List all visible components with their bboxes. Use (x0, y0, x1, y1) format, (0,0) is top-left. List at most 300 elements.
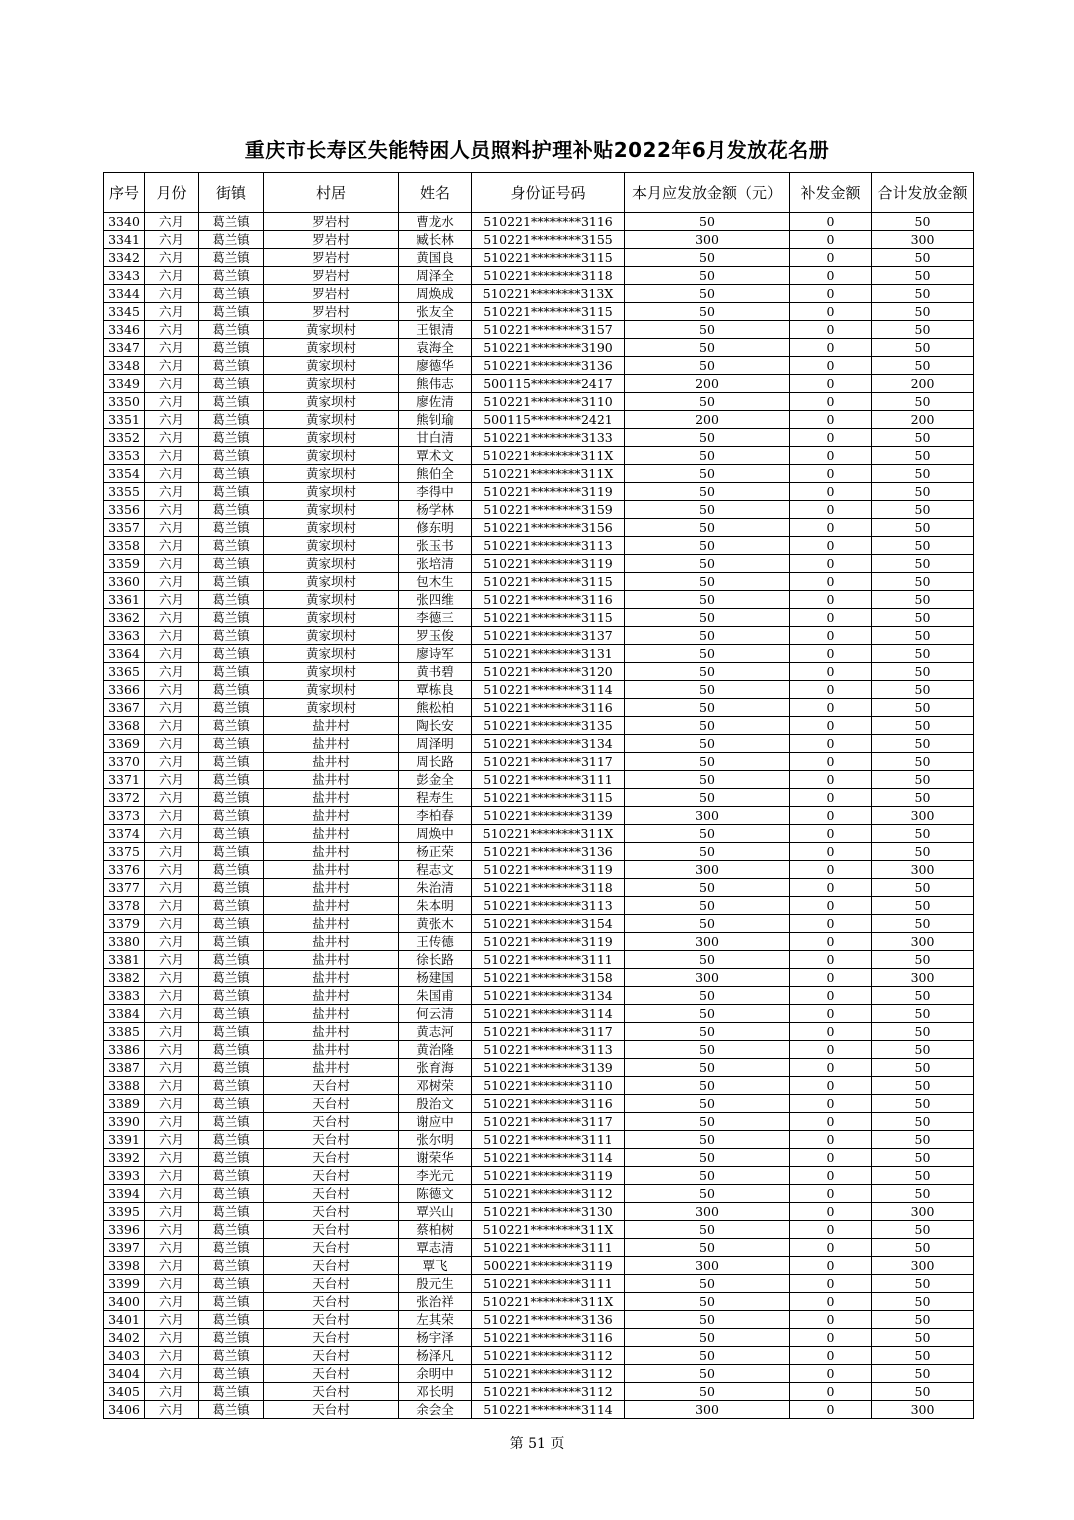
cell-town: 葛兰镇 (199, 591, 264, 609)
cell-village: 天台村 (264, 1095, 399, 1113)
cell-current-amount: 300 (625, 861, 790, 879)
header-town: 街镇 (199, 173, 264, 213)
header-row (104, 173, 974, 213)
cell-total-amount: 50 (872, 555, 974, 573)
cell-id-number: 510221********3130 (472, 1203, 625, 1221)
cell-id-number: 510221********311X (472, 1293, 625, 1311)
table-row (104, 555, 974, 573)
cell-town: 葛兰镇 (199, 1041, 264, 1059)
cell-supplement-amount: 0 (790, 681, 872, 699)
cell-seq: 3364 (104, 645, 145, 663)
cell-village: 黄家坝村 (264, 375, 399, 393)
cell-id-number: 510221********3115 (472, 609, 625, 627)
cell-total-amount: 50 (872, 951, 974, 969)
table-row (104, 537, 974, 555)
cell-seq: 3375 (104, 843, 145, 861)
cell-total-amount: 50 (872, 1059, 974, 1077)
cell-id-number: 510221********3119 (472, 933, 625, 951)
cell-month: 六月 (145, 231, 199, 249)
table-row (104, 1167, 974, 1185)
cell-current-amount: 50 (625, 1131, 790, 1149)
cell-id-number: 510221********3134 (472, 987, 625, 1005)
cell-month: 六月 (145, 339, 199, 357)
cell-id-number: 510221********3111 (472, 771, 625, 789)
cell-total-amount: 50 (872, 357, 974, 375)
cell-supplement-amount: 0 (790, 1257, 872, 1275)
cell-total-amount: 50 (872, 645, 974, 663)
cell-current-amount: 50 (625, 1275, 790, 1293)
table-row (104, 411, 974, 429)
cell-village: 盐井村 (264, 933, 399, 951)
cell-current-amount: 50 (625, 645, 790, 663)
cell-total-amount: 300 (872, 807, 974, 825)
cell-seq: 3388 (104, 1077, 145, 1095)
cell-id-number: 510221********3112 (472, 1365, 625, 1383)
cell-month: 六月 (145, 1077, 199, 1095)
table-row (104, 321, 974, 339)
cell-village: 盐井村 (264, 735, 399, 753)
cell-village: 黄家坝村 (264, 447, 399, 465)
cell-seq: 3348 (104, 357, 145, 375)
cell-supplement-amount: 0 (790, 375, 872, 393)
cell-supplement-amount: 0 (790, 429, 872, 447)
cell-id-number: 510221********3116 (472, 213, 625, 231)
cell-month: 六月 (145, 969, 199, 987)
cell-current-amount: 50 (625, 1239, 790, 1257)
cell-village: 黄家坝村 (264, 429, 399, 447)
cell-id-number: 510221********3120 (472, 663, 625, 681)
cell-month: 六月 (145, 1041, 199, 1059)
cell-total-amount: 300 (872, 861, 974, 879)
cell-total-amount: 50 (872, 789, 974, 807)
cell-village: 天台村 (264, 1167, 399, 1185)
cell-current-amount: 300 (625, 231, 790, 249)
table-row (104, 915, 974, 933)
cell-id-number: 510221********3116 (472, 1095, 625, 1113)
cell-name: 李光元 (399, 1167, 472, 1185)
cell-supplement-amount: 0 (790, 1113, 872, 1131)
cell-name: 李得中 (399, 483, 472, 501)
cell-total-amount: 50 (872, 897, 974, 915)
cell-town: 葛兰镇 (199, 1365, 264, 1383)
cell-month: 六月 (145, 483, 199, 501)
table-row (104, 339, 974, 357)
cell-total-amount: 50 (872, 1311, 974, 1329)
cell-current-amount: 50 (625, 897, 790, 915)
table-row (104, 1131, 974, 1149)
cell-total-amount: 50 (872, 1149, 974, 1167)
cell-seq: 3365 (104, 663, 145, 681)
cell-supplement-amount: 0 (790, 645, 872, 663)
cell-supplement-amount: 0 (790, 1005, 872, 1023)
cell-supplement-amount: 0 (790, 609, 872, 627)
cell-name: 张四维 (399, 591, 472, 609)
cell-current-amount: 50 (625, 753, 790, 771)
table-row (104, 1257, 974, 1275)
cell-name: 殷治文 (399, 1095, 472, 1113)
cell-total-amount: 50 (872, 1185, 974, 1203)
cell-id-number: 510221********3117 (472, 1023, 625, 1041)
cell-supplement-amount: 0 (790, 753, 872, 771)
cell-supplement-amount: 0 (790, 285, 872, 303)
cell-supplement-amount: 0 (790, 249, 872, 267)
table-row (104, 609, 974, 627)
cell-name: 杨泽凡 (399, 1347, 472, 1365)
table-row (104, 897, 974, 915)
cell-village: 黄家坝村 (264, 537, 399, 555)
cell-supplement-amount: 0 (790, 717, 872, 735)
cell-current-amount: 50 (625, 483, 790, 501)
cell-seq: 3396 (104, 1221, 145, 1239)
cell-name: 罗玉俊 (399, 627, 472, 645)
cell-town: 葛兰镇 (199, 627, 264, 645)
table-row (104, 645, 974, 663)
cell-town: 葛兰镇 (199, 717, 264, 735)
cell-name: 黄志河 (399, 1023, 472, 1041)
cell-seq: 3372 (104, 789, 145, 807)
cell-total-amount: 300 (872, 933, 974, 951)
cell-supplement-amount: 0 (790, 987, 872, 1005)
cell-month: 六月 (145, 393, 199, 411)
cell-id-number: 510221********3114 (472, 1005, 625, 1023)
cell-town: 葛兰镇 (199, 465, 264, 483)
cell-supplement-amount: 0 (790, 1149, 872, 1167)
cell-total-amount: 50 (872, 573, 974, 591)
cell-supplement-amount: 0 (790, 1023, 872, 1041)
cell-current-amount: 50 (625, 573, 790, 591)
cell-village: 黄家坝村 (264, 483, 399, 501)
table-row (104, 933, 974, 951)
cell-current-amount: 50 (625, 735, 790, 753)
cell-current-amount: 50 (625, 429, 790, 447)
cell-id-number: 510221********3111 (472, 1275, 625, 1293)
cell-id-number: 510221********3115 (472, 789, 625, 807)
cell-town: 葛兰镇 (199, 1239, 264, 1257)
cell-month: 六月 (145, 1131, 199, 1149)
cell-current-amount: 50 (625, 501, 790, 519)
cell-month: 六月 (145, 357, 199, 375)
cell-supplement-amount: 0 (790, 267, 872, 285)
cell-current-amount: 50 (625, 321, 790, 339)
cell-seq: 3341 (104, 231, 145, 249)
cell-month: 六月 (145, 861, 199, 879)
cell-town: 葛兰镇 (199, 1023, 264, 1041)
cell-town: 葛兰镇 (199, 393, 264, 411)
cell-current-amount: 50 (625, 771, 790, 789)
cell-village: 罗岩村 (264, 231, 399, 249)
cell-supplement-amount: 0 (790, 393, 872, 411)
cell-supplement-amount: 0 (790, 789, 872, 807)
cell-total-amount: 50 (872, 1077, 974, 1095)
cell-village: 天台村 (264, 1131, 399, 1149)
table-row (104, 1185, 974, 1203)
cell-name: 朱治清 (399, 879, 472, 897)
cell-seq: 3362 (104, 609, 145, 627)
cell-village: 盐井村 (264, 753, 399, 771)
cell-month: 六月 (145, 1257, 199, 1275)
cell-total-amount: 50 (872, 1347, 974, 1365)
table-row (104, 1077, 974, 1095)
cell-name: 陈德文 (399, 1185, 472, 1203)
cell-name: 周泽全 (399, 267, 472, 285)
cell-total-amount: 50 (872, 699, 974, 717)
cell-month: 六月 (145, 1311, 199, 1329)
cell-name: 程寿生 (399, 789, 472, 807)
cell-town: 葛兰镇 (199, 555, 264, 573)
cell-town: 葛兰镇 (199, 699, 264, 717)
cell-supplement-amount: 0 (790, 771, 872, 789)
cell-name: 曹龙水 (399, 213, 472, 231)
cell-seq: 3397 (104, 1239, 145, 1257)
cell-name: 黄国良 (399, 249, 472, 267)
cell-seq: 3385 (104, 1023, 145, 1041)
cell-total-amount: 50 (872, 591, 974, 609)
table-row (104, 969, 974, 987)
cell-name: 余明中 (399, 1365, 472, 1383)
cell-total-amount: 50 (872, 213, 974, 231)
cell-village: 罗岩村 (264, 267, 399, 285)
table-row (104, 393, 974, 411)
cell-name: 邓树荣 (399, 1077, 472, 1095)
cell-month: 六月 (145, 1275, 199, 1293)
cell-total-amount: 200 (872, 411, 974, 429)
cell-supplement-amount: 0 (790, 591, 872, 609)
cell-village: 黄家坝村 (264, 411, 399, 429)
cell-supplement-amount: 0 (790, 1203, 872, 1221)
cell-name: 张玉书 (399, 537, 472, 555)
cell-name: 陶长安 (399, 717, 472, 735)
cell-village: 黄家坝村 (264, 519, 399, 537)
cell-total-amount: 50 (872, 825, 974, 843)
cell-name: 彭金全 (399, 771, 472, 789)
cell-current-amount: 50 (625, 1221, 790, 1239)
cell-name: 周泽明 (399, 735, 472, 753)
table-row (104, 1311, 974, 1329)
cell-id-number: 510221********3156 (472, 519, 625, 537)
cell-village: 天台村 (264, 1221, 399, 1239)
cell-seq: 3351 (104, 411, 145, 429)
cell-total-amount: 50 (872, 501, 974, 519)
cell-village: 黄家坝村 (264, 339, 399, 357)
cell-seq: 3358 (104, 537, 145, 555)
cell-total-amount: 50 (872, 609, 974, 627)
cell-village: 黄家坝村 (264, 555, 399, 573)
cell-seq: 3401 (104, 1311, 145, 1329)
cell-current-amount: 50 (625, 951, 790, 969)
cell-month: 六月 (145, 843, 199, 861)
cell-month: 六月 (145, 1149, 199, 1167)
cell-seq: 3363 (104, 627, 145, 645)
cell-total-amount: 50 (872, 663, 974, 681)
page-title: 重庆市长寿区失能特困人员照料护理补贴2022年6月发放花名册 (244, 138, 830, 162)
cell-village: 天台村 (264, 1149, 399, 1167)
header-id-number: 身份证号码 (472, 173, 625, 213)
cell-village: 天台村 (264, 1203, 399, 1221)
table-row (104, 573, 974, 591)
cell-town: 葛兰镇 (199, 321, 264, 339)
cell-month: 六月 (145, 915, 199, 933)
cell-current-amount: 50 (625, 843, 790, 861)
cell-village: 盐井村 (264, 861, 399, 879)
cell-id-number: 510221********3110 (472, 1077, 625, 1095)
cell-town: 葛兰镇 (199, 213, 264, 231)
cell-supplement-amount: 0 (790, 339, 872, 357)
table-row (104, 249, 974, 267)
cell-supplement-amount: 0 (790, 303, 872, 321)
cell-town: 葛兰镇 (199, 1131, 264, 1149)
table-row (104, 1329, 974, 1347)
cell-seq: 3395 (104, 1203, 145, 1221)
cell-town: 葛兰镇 (199, 1095, 264, 1113)
cell-current-amount: 300 (625, 1257, 790, 1275)
cell-id-number: 510221********3113 (472, 1041, 625, 1059)
cell-current-amount: 50 (625, 879, 790, 897)
cell-supplement-amount: 0 (790, 1293, 872, 1311)
cell-total-amount: 50 (872, 843, 974, 861)
cell-id-number: 510221********3119 (472, 483, 625, 501)
cell-seq: 3369 (104, 735, 145, 753)
cell-supplement-amount: 0 (790, 1221, 872, 1239)
cell-total-amount: 50 (872, 1365, 974, 1383)
cell-supplement-amount: 0 (790, 627, 872, 645)
cell-name: 廖诗军 (399, 645, 472, 663)
cell-town: 葛兰镇 (199, 969, 264, 987)
table-row (104, 285, 974, 303)
cell-id-number: 500221********3119 (472, 1257, 625, 1275)
cell-town: 葛兰镇 (199, 753, 264, 771)
cell-seq: 3360 (104, 573, 145, 591)
table-row (104, 825, 974, 843)
cell-name: 王银清 (399, 321, 472, 339)
cell-supplement-amount: 0 (790, 465, 872, 483)
cell-seq: 3400 (104, 1293, 145, 1311)
cell-name: 余会全 (399, 1401, 472, 1419)
cell-current-amount: 50 (625, 789, 790, 807)
cell-name: 杨学林 (399, 501, 472, 519)
cell-town: 葛兰镇 (199, 249, 264, 267)
cell-total-amount: 50 (872, 249, 974, 267)
cell-supplement-amount: 0 (790, 447, 872, 465)
table-row (104, 465, 974, 483)
cell-supplement-amount: 0 (790, 1041, 872, 1059)
cell-id-number: 510221********3112 (472, 1185, 625, 1203)
cell-month: 六月 (145, 1365, 199, 1383)
table-row (104, 357, 974, 375)
cell-month: 六月 (145, 879, 199, 897)
cell-total-amount: 50 (872, 465, 974, 483)
cell-id-number: 510221********3114 (472, 1401, 625, 1419)
cell-town: 葛兰镇 (199, 1149, 264, 1167)
cell-month: 六月 (145, 411, 199, 429)
cell-name: 何云清 (399, 1005, 472, 1023)
cell-supplement-amount: 0 (790, 1185, 872, 1203)
cell-month: 六月 (145, 645, 199, 663)
table-row (104, 519, 974, 537)
cell-month: 六月 (145, 303, 199, 321)
header-current-amount: 本月应发放金额（元） (625, 173, 790, 213)
table-row (104, 663, 974, 681)
table-row (104, 429, 974, 447)
header-supplement-amount: 补发金额 (790, 173, 872, 213)
cell-village: 天台村 (264, 1257, 399, 1275)
cell-village: 罗岩村 (264, 213, 399, 231)
cell-seq: 3370 (104, 753, 145, 771)
cell-current-amount: 50 (625, 609, 790, 627)
table-row (104, 753, 974, 771)
cell-month: 六月 (145, 1005, 199, 1023)
cell-seq: 3406 (104, 1401, 145, 1419)
cell-current-amount: 50 (625, 1293, 790, 1311)
table-row (104, 843, 974, 861)
cell-supplement-amount: 0 (790, 537, 872, 555)
cell-supplement-amount: 0 (790, 357, 872, 375)
cell-name: 覃兴山 (399, 1203, 472, 1221)
cell-current-amount: 50 (625, 213, 790, 231)
cell-id-number: 510221********3111 (472, 951, 625, 969)
cell-total-amount: 50 (872, 915, 974, 933)
cell-supplement-amount: 0 (790, 843, 872, 861)
table-row (104, 1383, 974, 1401)
cell-village: 黄家坝村 (264, 357, 399, 375)
header-month: 月份 (145, 173, 199, 213)
cell-village: 天台村 (264, 1077, 399, 1095)
cell-town: 葛兰镇 (199, 1005, 264, 1023)
cell-current-amount: 50 (625, 357, 790, 375)
cell-seq: 3353 (104, 447, 145, 465)
cell-supplement-amount: 0 (790, 321, 872, 339)
cell-supplement-amount: 0 (790, 1311, 872, 1329)
cell-town: 葛兰镇 (199, 609, 264, 627)
cell-town: 葛兰镇 (199, 1167, 264, 1185)
cell-id-number: 510221********3112 (472, 1383, 625, 1401)
table-row (104, 447, 974, 465)
cell-current-amount: 50 (625, 825, 790, 843)
cell-town: 葛兰镇 (199, 789, 264, 807)
cell-id-number: 510221********3118 (472, 879, 625, 897)
cell-id-number: 510221********3116 (472, 591, 625, 609)
cell-id-number: 510221********3135 (472, 717, 625, 735)
cell-current-amount: 50 (625, 717, 790, 735)
cell-month: 六月 (145, 789, 199, 807)
cell-seq: 3405 (104, 1383, 145, 1401)
cell-month: 六月 (145, 627, 199, 645)
cell-month: 六月 (145, 699, 199, 717)
cell-village: 天台村 (264, 1383, 399, 1401)
cell-supplement-amount: 0 (790, 1167, 872, 1185)
cell-total-amount: 50 (872, 771, 974, 789)
cell-name: 张治祥 (399, 1293, 472, 1311)
cell-supplement-amount: 0 (790, 1131, 872, 1149)
cell-name: 张育海 (399, 1059, 472, 1077)
cell-current-amount: 50 (625, 303, 790, 321)
table-row (104, 1203, 974, 1221)
cell-id-number: 510221********3117 (472, 1113, 625, 1131)
cell-village: 天台村 (264, 1329, 399, 1347)
cell-village: 天台村 (264, 1293, 399, 1311)
cell-town: 葛兰镇 (199, 483, 264, 501)
table-row (104, 375, 974, 393)
cell-total-amount: 50 (872, 627, 974, 645)
table-row (104, 1365, 974, 1383)
cell-town: 葛兰镇 (199, 339, 264, 357)
cell-name: 周焕中 (399, 825, 472, 843)
cell-seq: 3357 (104, 519, 145, 537)
cell-current-amount: 50 (625, 627, 790, 645)
cell-seq: 3361 (104, 591, 145, 609)
cell-total-amount: 50 (872, 753, 974, 771)
cell-current-amount: 50 (625, 1041, 790, 1059)
cell-village: 天台村 (264, 1185, 399, 1203)
